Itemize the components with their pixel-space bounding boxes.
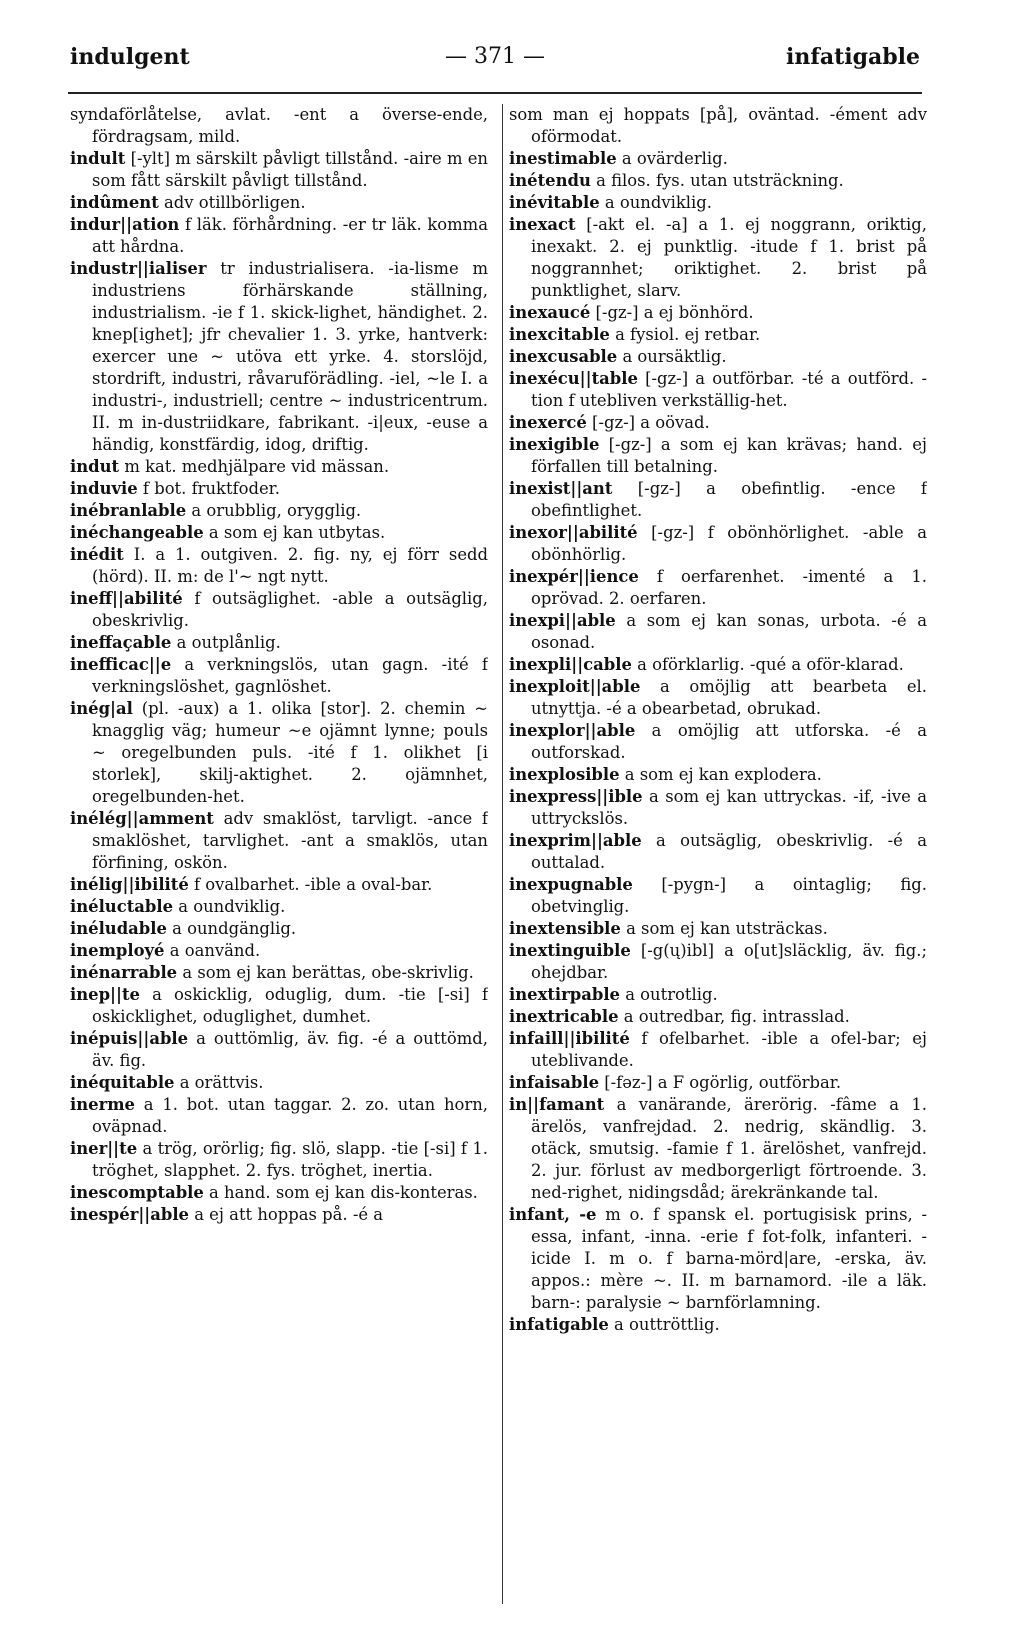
dictionary-entry xyxy=(70,962,488,984)
entry-headword: inéludable xyxy=(70,919,167,938)
entry-headword: inextirpable xyxy=(509,985,620,1004)
dictionary-entry xyxy=(509,566,927,610)
entry-definition: a omöjlig att utforska. -é a outforskad. xyxy=(531,721,927,762)
entry-definition: [-akt el. -a] a 1. ej noggrann, oriktig, inexakt. 2. ej punktlig. -itude f 1. brist på noggrannhet; oriktighet. 2. brist på punktlighet, slarv. xyxy=(531,215,927,300)
entry-definition: a outredbar, fig. intrasslad. xyxy=(623,1007,850,1026)
dictionary-entry-continuation xyxy=(509,104,927,148)
entry-definition: a vanärande, ärerörig. -fâme a 1. ärelös, vanfrejdad. 2. nedrig, skändlig. 3. otäck, smutsig. -famie f 1. ärelöshet, vanfrejd. 2. jur. förlust av medborgerligt förtroende. 3. ned-righet, nidingsdåd; ärekränkande tal. xyxy=(531,1095,927,1202)
entry-headword: inexpér||ience xyxy=(509,567,639,586)
dictionary-entry xyxy=(70,918,488,940)
dictionary-entry xyxy=(509,654,927,676)
entry-definition: syndaförlåtelse, avlat. -ent a överse-ende, fördragsam, mild. xyxy=(70,105,488,146)
entry-definition: [-gz-] a oövad. xyxy=(592,413,710,432)
entry-headword: inexpress||ible xyxy=(509,787,643,806)
dictionary-entry xyxy=(70,1138,488,1182)
entry-headword: inéquitable xyxy=(70,1073,175,1092)
dictionary-entry xyxy=(509,1314,927,1336)
dictionary-entry xyxy=(509,918,927,940)
entry-definition: a outplånlig. xyxy=(176,633,281,652)
entry-headword: inescomptable xyxy=(70,1183,204,1202)
entry-definition: a oundviklig. xyxy=(178,897,286,916)
entry-headword: industr||ialiser xyxy=(70,259,207,278)
entry-definition: a outtröttlig. xyxy=(614,1315,720,1334)
dictionary-entry xyxy=(509,720,927,764)
dictionary-entry xyxy=(509,940,927,984)
entry-headword: inétendu xyxy=(509,171,591,190)
dictionary-entry xyxy=(509,522,927,566)
entry-headword: inébranlable xyxy=(70,501,187,520)
entry-headword: infaill||ibilité xyxy=(509,1029,630,1048)
entry-headword: inédit xyxy=(70,545,124,564)
entry-definition: (pl. -aux) a 1. olika [stor]. 2. chemin ~ knagglig väg; humeur ~e ojämnt lynne; pouls ~ oregelbunden puls. -ité f 1. olikhet [i storlek], skilj-aktighet. 2. ojämnhet, oregelbunden-het. xyxy=(92,699,488,806)
entry-definition: [-pygn-] a ointaglig; fig. obetvinglig. xyxy=(531,875,927,916)
dictionary-entry xyxy=(509,192,927,214)
entry-headword: indur||ation xyxy=(70,215,180,234)
entry-headword: infaisable xyxy=(509,1073,600,1092)
entry-headword: inexprim||able xyxy=(509,831,642,850)
dictionary-entry xyxy=(70,874,488,896)
entry-definition: a som ej kan sonas, urbota. -é a osonad. xyxy=(531,611,927,652)
dictionary-entry xyxy=(509,676,927,720)
entry-headword: inexplosible xyxy=(509,765,620,784)
entry-definition: a oförklarlig. -qué a oför-klarad. xyxy=(637,655,904,674)
entry-definition: [-g(ų)ibl] a o[ut]släcklig, äv. fig.; ohejdbar. xyxy=(531,941,927,982)
entry-headword: ineff||abilité xyxy=(70,589,183,608)
entry-headword: inéluctable xyxy=(70,897,174,916)
entry-headword: infatigable xyxy=(509,1315,609,1334)
dictionary-entry xyxy=(509,1072,927,1094)
entry-definition: tr industrialisera. -ia-lisme m industriens förhärskande ställning, industrialism. -ie f 1. skick-lighet, händighet. 2. knep[ighet]; jfr chevalier 1. 3. yrke, hantverk: exercer une ~ utöva ett yrke. 4. storslöjd, stordrift, industri, råvaruförädling. -iel, ~le I. a industri-, industriell; centre ~ industricentrum. II. m in-dustriidkare, fabrikant. -i|eux, -euse a händig, konstfärdig, idog, driftig. xyxy=(92,259,488,454)
entry-definition: a som ej kan uttryckas. -if, -ive a uttryckslös. xyxy=(531,787,927,828)
dictionary-entry xyxy=(509,478,927,522)
header-rule xyxy=(68,92,922,94)
dictionary-entry xyxy=(70,500,488,522)
left-column xyxy=(70,104,488,1604)
entry-headword: ineffaçable xyxy=(70,633,172,652)
dictionary-entry xyxy=(70,1204,488,1226)
entry-headword: inexist||ant xyxy=(509,479,613,498)
entry-headword: inerme xyxy=(70,1095,135,1114)
dictionary-entry xyxy=(70,258,488,456)
dictionary-entry xyxy=(509,412,927,434)
entry-headword: infant, -e xyxy=(509,1205,597,1224)
entry-definition: m kat. medhjälpare vid mässan. xyxy=(124,457,390,476)
entry-headword: inexpli||cable xyxy=(509,655,632,674)
entry-definition: a outrotlig. xyxy=(625,985,718,1004)
entry-definition: som man ej hoppats [på], oväntad. -ément adv oförmodat. xyxy=(509,105,927,146)
entry-headword: inexcitable xyxy=(509,325,610,344)
entry-definition: a som ej kan explodera. xyxy=(624,765,822,784)
entry-headword: inefficac||e xyxy=(70,655,172,674)
dictionary-entry xyxy=(509,368,927,412)
entry-definition: [-gz-] a outförbar. -té a outförd. -tion f utebliven verkställig-het. xyxy=(531,369,927,410)
entry-headword: inéchangeable xyxy=(70,523,204,542)
dictionary-entry xyxy=(70,148,488,192)
dictionary-entry xyxy=(70,984,488,1028)
dictionary-entry xyxy=(509,1204,927,1314)
entry-definition: a som ej kan berättas, obe-skrivlig. xyxy=(182,963,474,982)
entry-headword: indult xyxy=(70,149,126,168)
entry-definition: adv otillbörligen. xyxy=(164,193,306,212)
entry-headword: inélég||amment xyxy=(70,809,214,828)
entry-definition: a filos. fys. utan utsträckning. xyxy=(596,171,844,190)
dictionary-entry xyxy=(70,214,488,258)
entry-headword: inexplor||able xyxy=(509,721,636,740)
entry-definition: a hand. som ej kan dis-konteras. xyxy=(209,1183,478,1202)
entry-definition: a oundgänglig. xyxy=(172,919,297,938)
dictionary-entry xyxy=(509,984,927,1006)
right-column xyxy=(509,104,927,1604)
entry-headword: indûment xyxy=(70,193,159,212)
entry-headword: inélig||ibilité xyxy=(70,875,189,894)
entry-headword: inextensible xyxy=(509,919,621,938)
dictionary-entry xyxy=(70,456,488,478)
entry-headword: inemployé xyxy=(70,941,165,960)
dictionary-entry xyxy=(70,1182,488,1204)
dictionary-entry xyxy=(509,214,927,302)
column-divider xyxy=(502,104,503,1604)
entry-definition: m o. f spansk el. portugisisk prins, -essa, infant, -inna. -erie f fot-folk, infanteri. -icide I. m o. f barna-mörd|are, -erska, äv. appos.: mère ~. II. m barnamord. -ile a läk. barn-: paralysie ~ barnförlamning. xyxy=(531,1205,927,1312)
entry-definition: a som ej kan utsträckas. xyxy=(626,919,828,938)
entry-headword: inexigible xyxy=(509,435,600,454)
entry-headword: iner||te xyxy=(70,1139,138,1158)
dictionary-entry xyxy=(509,434,927,478)
entry-definition: a oundviklig. xyxy=(604,193,712,212)
entry-definition: [-gz-] a som ej kan krävas; hand. ej förfallen till betalning. xyxy=(531,435,927,476)
entry-headword: induvie xyxy=(70,479,138,498)
entry-definition: a 1. bot. utan taggar. 2. zo. utan horn, oväpnad. xyxy=(92,1095,488,1136)
dictionary-entry xyxy=(70,632,488,654)
dictionary-entry xyxy=(70,544,488,588)
dictionary-entry xyxy=(509,148,927,170)
dictionary-entry xyxy=(509,1006,927,1028)
page-header xyxy=(70,44,920,84)
header-right-guideword: infatigable xyxy=(786,44,920,70)
dictionary-entry xyxy=(509,170,927,192)
dictionary-entry xyxy=(70,808,488,874)
dictionary-entry xyxy=(509,874,927,918)
entry-headword: indut xyxy=(70,457,120,476)
entry-headword: inévitable xyxy=(509,193,600,212)
entry-headword: inep||te xyxy=(70,985,140,1004)
entry-definition: I. a 1. outgiven. 2. fig. ny, ej förr sedd (hörd). II. m: de l'~ ngt nytt. xyxy=(92,545,488,586)
entry-definition: a verkningslös, utan gagn. -ité f verkningslöshet, gagnlöshet. xyxy=(92,655,488,696)
entry-headword: inexpi||able xyxy=(509,611,616,630)
entry-definition: a ej att hoppas på. -é a xyxy=(194,1205,384,1224)
entry-headword: inénarrable xyxy=(70,963,178,982)
entry-headword: inexpugnable xyxy=(509,875,633,894)
entry-headword: inextinguible xyxy=(509,941,631,960)
entry-definition: f ofelbarhet. -ible a ofel-bar; ej uteblivande. xyxy=(531,1029,927,1070)
entry-definition: a orubblig, orygglig. xyxy=(191,501,362,520)
dictionary-entry xyxy=(509,324,927,346)
dictionary-entry xyxy=(509,302,927,324)
entry-definition: a som ej kan utbytas. xyxy=(208,523,386,542)
dictionary-entry xyxy=(70,1072,488,1094)
dictionary-entry xyxy=(70,1028,488,1072)
entry-definition: f ovalbarhet. -ible a oval-bar. xyxy=(194,875,433,894)
dictionary-entry xyxy=(509,786,927,830)
entry-headword: inespér||able xyxy=(70,1205,189,1224)
entry-definition: a outtömlig, äv. fig. -é a outtömd, äv. fig. xyxy=(92,1029,488,1070)
entry-definition: a oskicklig, oduglig, dum. -tie [-si] f oskicklighet, oduglighet, dumhet. xyxy=(92,985,488,1026)
entry-definition: [-gz-] a obefintlig. -ence f obefintlighet. xyxy=(531,479,927,520)
entry-definition: f bot. fruktfoder. xyxy=(142,479,280,498)
entry-definition: [-gz-] a ej bönhörd. xyxy=(595,303,754,322)
entry-definition: adv smaklöst, tarvligt. -ance f smaklöshet, tarvlighet. -ant a smaklös, utan förfining, oskön. xyxy=(92,809,488,872)
dictionary-entry xyxy=(509,610,927,654)
entry-definition: a ovärderlig. xyxy=(621,149,728,168)
entry-definition: f outsäglighet. -able a outsäglig, obeskrivlig. xyxy=(92,589,488,630)
entry-definition: f läk. förhårdning. -er tr läk. komma att hårdna. xyxy=(92,215,488,256)
dictionary-entry xyxy=(70,940,488,962)
dictionary-entry xyxy=(509,1094,927,1204)
dictionary-entry xyxy=(70,588,488,632)
dictionary-entry xyxy=(70,698,488,808)
dictionary-entry xyxy=(70,896,488,918)
header-left-guideword: indulgent xyxy=(70,44,190,70)
dictionary-entry xyxy=(509,346,927,368)
entry-headword: in||famant xyxy=(509,1095,605,1114)
dictionary-entry-continuation xyxy=(70,104,488,148)
entry-definition: [-ylt] m särskilt påvligt tillstånd. -aire m en som fått särskilt påvligt tillstånd. xyxy=(92,149,488,190)
entry-headword: inestimable xyxy=(509,149,617,168)
entry-definition: [-gz-] f obönhörlighet. -able a obönhörlig. xyxy=(531,523,927,564)
entry-headword: inexor||abilité xyxy=(509,523,638,542)
entry-definition: a trög, orörlig; fig. slö, slapp. -tie [-si] f 1. tröghet, slapphet. 2. fys. tröghet, inertia. xyxy=(92,1139,488,1180)
entry-definition: a fysiol. ej retbar. xyxy=(615,325,761,344)
entry-definition: a oanvänd. xyxy=(169,941,261,960)
entry-definition: a outsäglig, obeskrivlig. -é a outtalad. xyxy=(531,831,927,872)
entry-headword: inexact xyxy=(509,215,576,234)
dictionary-entry xyxy=(70,522,488,544)
page-number: — 371 — xyxy=(445,44,545,69)
entry-headword: inépuis||able xyxy=(70,1029,189,1048)
entry-headword: inextricable xyxy=(509,1007,619,1026)
entry-definition: a oursäktlig. xyxy=(622,347,727,366)
entry-definition: [-fəz-] a F ogörlig, outförbar. xyxy=(604,1073,842,1092)
dictionary-entry xyxy=(70,478,488,500)
dictionary-entry xyxy=(509,830,927,874)
entry-definition: a omöjlig att bearbeta el. utnyttja. -é a obearbetad, obrukad. xyxy=(531,677,927,718)
entry-headword: inexaucé xyxy=(509,303,591,322)
dictionary-entry xyxy=(70,192,488,214)
entry-definition: f oerfarenhet. -imenté a 1. oprövad. 2. oerfaren. xyxy=(531,567,927,608)
dictionary-entry xyxy=(509,764,927,786)
entry-headword: inexploit||able xyxy=(509,677,641,696)
entry-definition: a orättvis. xyxy=(179,1073,264,1092)
dictionary-entry xyxy=(70,654,488,698)
entry-headword: inexécu||table xyxy=(509,369,638,388)
entry-headword: inexercé xyxy=(509,413,587,432)
entry-headword: inexcusable xyxy=(509,347,618,366)
dictionary-entry xyxy=(509,1028,927,1072)
dictionary-entry xyxy=(70,1094,488,1138)
entry-headword: inég|al xyxy=(70,699,133,718)
